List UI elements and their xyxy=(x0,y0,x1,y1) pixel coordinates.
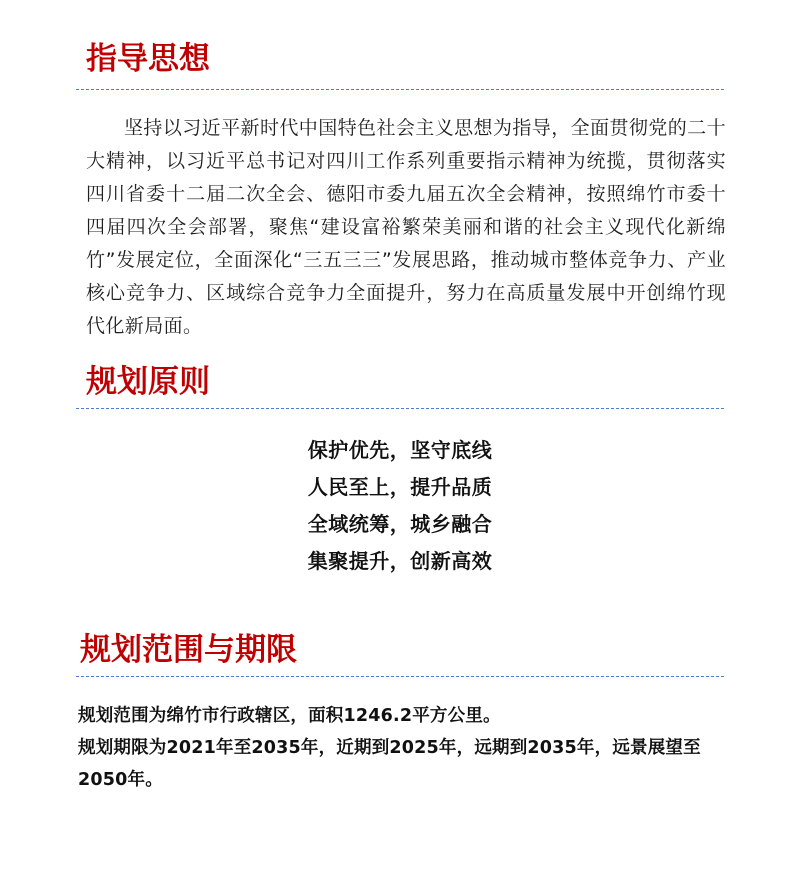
principle-item: 全域统筹，城乡融合 xyxy=(307,512,493,536)
scope-block xyxy=(78,700,718,796)
guiding-thought-paragraph: 坚持以习近平新时代中国特色社会主义思想为指导，全面贯彻党的二十大精神，以习近平总书记对四川工作系列重要指示精神为统揽，贯彻落实四川省委十二届二次全会、德阳市委九届五次全会精神，按照绵竹市委十四届四次全会部署，聚焦“建设富裕繁荣美丽和谐的社会主义现代化新绵竹”发展定位，全面深化“三五三三”发展思路，推动城市整体竞争力、产业核心竞争力、区域综合竞争力全面提升，努力在高质量发展中开创绵竹现代化新局面。 xyxy=(86,117,726,337)
principle-item: 集聚提升，创新高效 xyxy=(307,549,493,573)
principles-list xyxy=(0,432,800,580)
section-heading-scope-and-period: 规划范围与期限 xyxy=(80,632,297,668)
section-heading-principles: 规划原则 xyxy=(86,364,210,400)
section-divider xyxy=(76,89,724,90)
section-heading-guiding-thought: 指导思想 xyxy=(86,41,210,77)
scope-text: 规划范围为绵竹市行政辖区，面积1246.2平方公里。 xyxy=(78,706,501,726)
principle-item: 保护优先，坚守底线 xyxy=(307,438,493,462)
period-text: 规划期限为2021年至2035年，近期到2025年，远期到2035年，远景展望至2050年。 xyxy=(78,738,701,790)
principle-item: 人民至上，提升品质 xyxy=(307,475,493,499)
section-divider xyxy=(76,408,724,409)
section-divider xyxy=(76,676,724,677)
